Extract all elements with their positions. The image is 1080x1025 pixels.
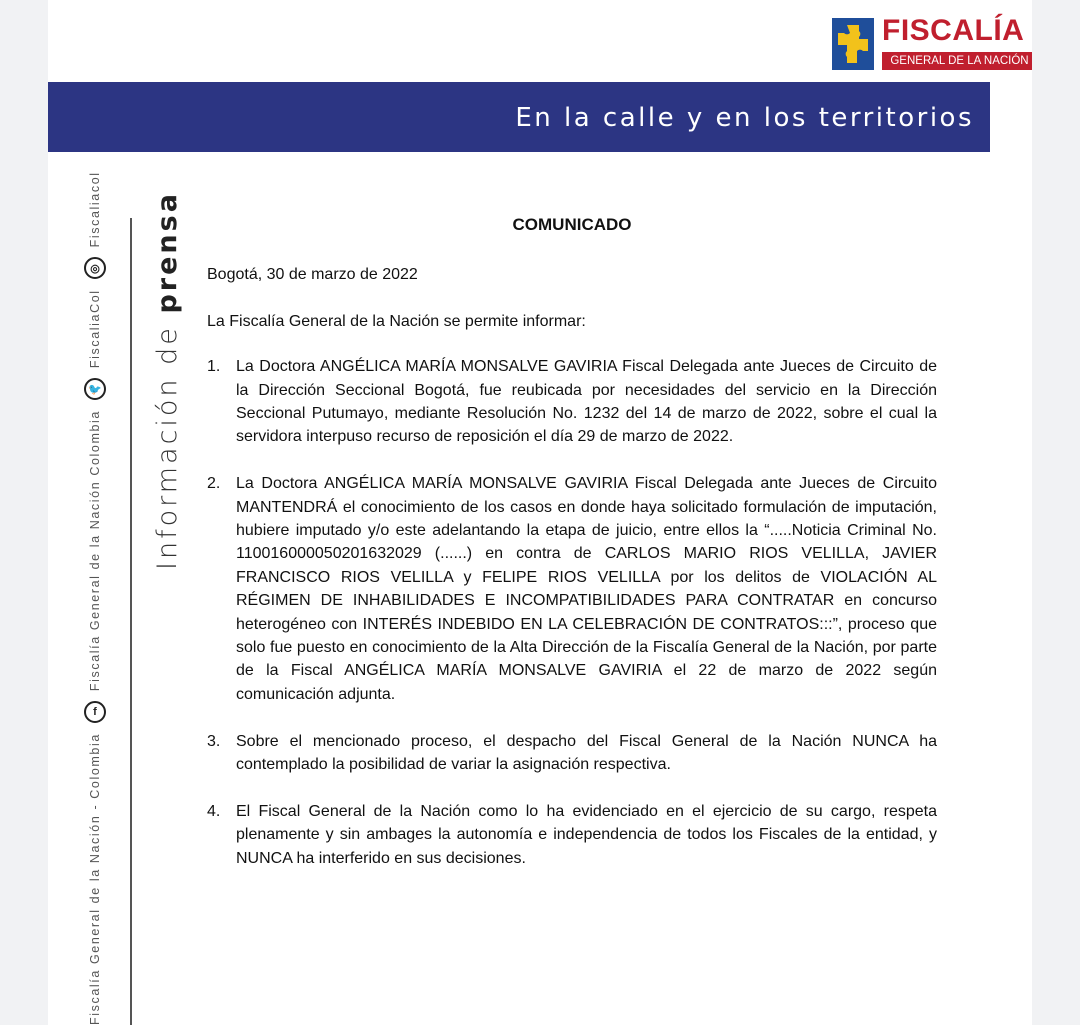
item-number: 2.: [207, 475, 221, 493]
item-text: La Doctora ANGÉLICA MARÍA MONSALVE GAVIRIA Fiscal Delegada ante Jueces de Circuito MANTENDRÁ el conocimiento de los casos en donde haya solicitado formulación de imputación, hubiere imputado y/o este adelantando la etapa de juicio, entre ellos la “.....Noticia Criminal No. 110016000050201632029 (......) en contra de CARLOS MARIO RIOS VELILLA, JAVIER FRANCISCO RIOS VELILLA y FELIPE RIOS VELILLA por los delitos de VIOLACIÓN AL RÉGIMEN DE INHABILIDADES E INCOMPATIBILIDADES PARA CONTRATAR en concurso heterogéneo con INTERÉS INDEBIDO EN LA CELEBRACIÓN DE CONTRATOS:::”, proceso que solo fue puesto en conocimiento de la Alta Dirección de la Fiscalía General de la Nación, por parte de la Fiscal ANGÉLICA MARÍA MONSALVE GAVIRIA el 22 de marzo de 2022 según comunicación adjunta.: [236, 475, 937, 703]
item-number: 3.: [207, 732, 221, 750]
footer-text-name: Fiscalía General de la Nación Colombia: [88, 410, 102, 692]
document-page: [48, 0, 1032, 1025]
instagram-icon[interactable]: ◎: [84, 257, 106, 279]
banner-slogan: En la calle y en los territorios: [515, 103, 974, 133]
item-text: El Fiscal General de la Nación como lo ha evidenciado en el ejercicio de su cargo, respeta plenamente y sin ambages la autonomía e independencia de todos los Fiscales de la entidad, y NUNCA ha interferido en sus decisiones.: [236, 802, 937, 867]
press-info-label: [152, 191, 184, 570]
item-number: 4.: [207, 802, 221, 820]
list-item: [207, 730, 937, 777]
header-banner: [48, 82, 990, 152]
facebook-icon[interactable]: f: [84, 701, 106, 723]
press-info-light: Información de: [152, 313, 183, 570]
logo-subtitle: GENERAL DE LA NACIÓN: [882, 52, 1032, 70]
social-footer-vertical: [82, 171, 108, 1025]
statement-list: [207, 355, 937, 870]
logo-wordmark: FISCALÍA: [882, 14, 1025, 47]
document-date: Bogotá, 30 de marzo de 2022: [207, 266, 418, 284]
list-item: [207, 800, 937, 870]
press-info-bold: prensa: [152, 191, 183, 314]
list-item: [207, 355, 937, 449]
document-title-text: COMUNICADO: [512, 215, 632, 234]
instagram-handle[interactable]: Fiscaliacol: [88, 171, 102, 248]
sidebar-divider: [130, 218, 132, 1025]
fiscalia-logo: [832, 14, 1032, 70]
item-number: 1.: [207, 358, 221, 376]
twitter-icon[interactable]: 🐦: [84, 378, 106, 400]
document-intro: La Fiscalía General de la Nación se permite informar:: [207, 312, 586, 330]
document-title: [207, 213, 937, 236]
footer-text-full: Fiscalía General de la Nación - Colombia: [88, 733, 102, 1025]
item-text: La Doctora ANGÉLICA MARÍA MONSALVE GAVIRIA Fiscal Delegada ante Jueces de Circuito de la Dirección Seccional Bogotá, fue reubicada por necesidades del servicio en la Dirección Seccional Putumayo, mediante Resolución No. 1232 del 14 de marzo de 2022, sobre el cual la servidora interpuso recurso de reposición el día 29 de marzo de 2022.: [236, 358, 937, 446]
twitter-handle[interactable]: FiscaliaCol: [88, 289, 102, 369]
item-text: Sobre el mencionado proceso, el despacho del Fiscal General de la Nación NUNCA ha contemplado la posibilidad de variar la asignación respectiva.: [236, 732, 937, 774]
list-item: [207, 472, 937, 706]
puzzle-emblem-icon: [832, 18, 874, 70]
communique-body: [207, 213, 937, 894]
